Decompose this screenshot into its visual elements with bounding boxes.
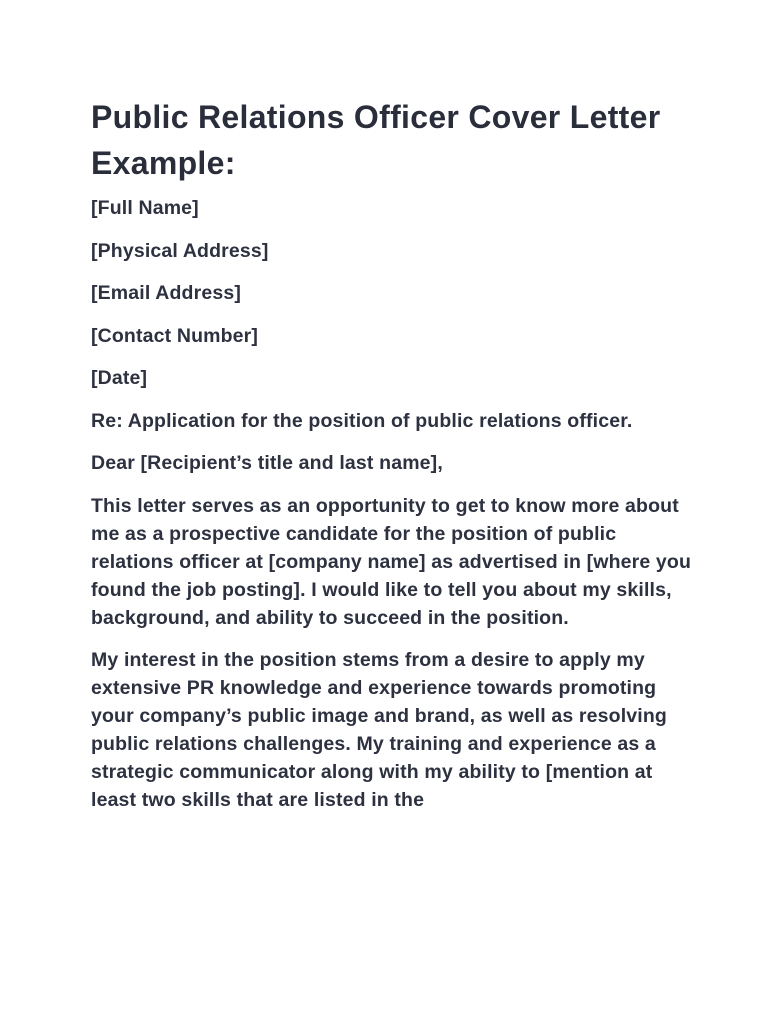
full-name-field: [Full Name] bbox=[91, 197, 199, 219]
body-paragraph-intro: This letter serves as an opportunity to get to know more about me as a prospective candidate for the position of public relations officer at [company name] as advertised in [where you found the job posting]. I would like to tell you about my skills, background, and ability to succeed in the position. bbox=[91, 494, 692, 629]
body-paragraph-interest: My interest in the position stems from a desire to apply my extensive PR knowledge and experience towards promoting your company’s public image and brand, as well as resolving public relations challenges. My training and experience as a strategic communicator along with my ability to [mention at least two skills that are listed in the bbox=[91, 649, 667, 811]
date-field: [Date] bbox=[91, 367, 148, 389]
email-address-field: [Email Address] bbox=[91, 282, 241, 304]
salutation: Dear [Recipient’s title and last name], bbox=[91, 452, 443, 474]
physical-address-field: [Physical Address] bbox=[91, 239, 269, 262]
contact-number-field: [Contact Number] bbox=[91, 324, 259, 347]
document-title: Public Relations Officer Cover Letter Example: bbox=[91, 99, 661, 181]
subject-line: Re: Application for the position of public relations officer. bbox=[91, 409, 633, 432]
